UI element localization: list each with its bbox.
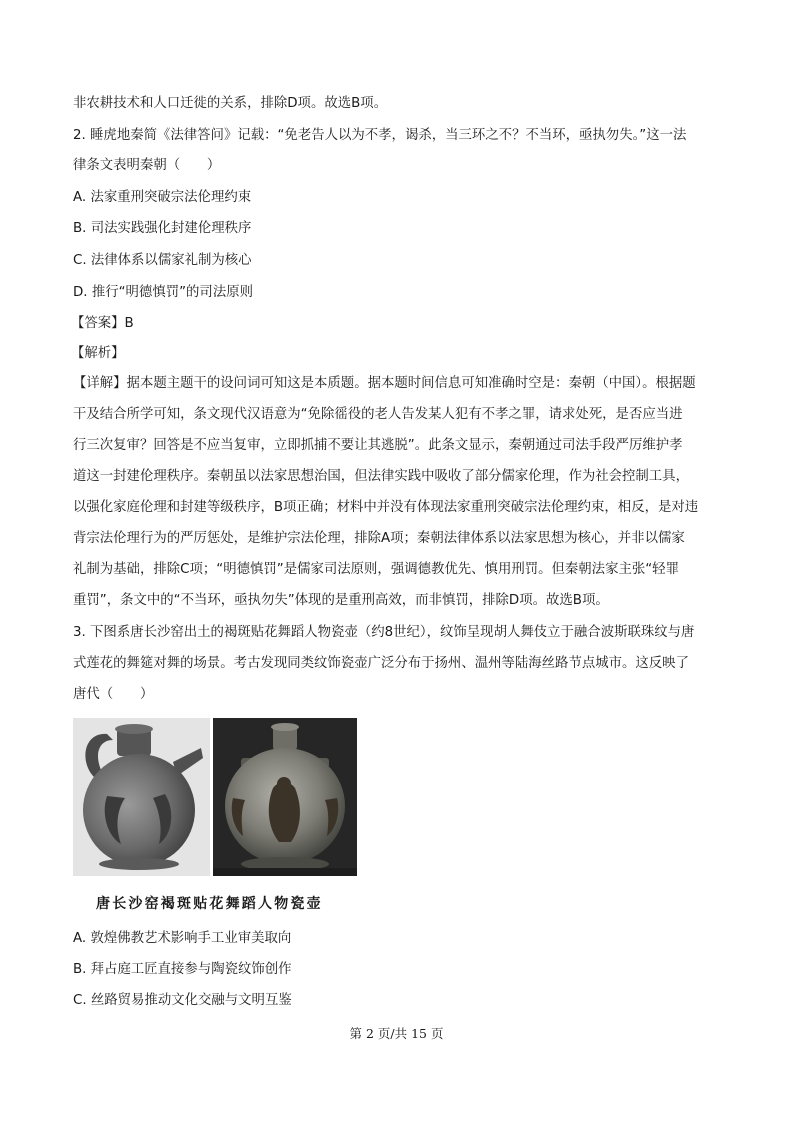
- q3-stem-line: 3. 下图系唐长沙窑出土的褐斑贴花舞蹈人物瓷壶（约8世纪），纹饰呈现胡人舞伎立于融合波斯联珠纹与唐: [73, 625, 695, 640]
- ewer-photo-left: [73, 718, 210, 876]
- q2-analysis-line: 背宗法伦理行为的严厉惩处，是维护宗法伦理，排除A项；秦朝法律体系以法家思想为核心，并非以儒家: [73, 531, 685, 546]
- q2-analysis-line: 以强化家庭伦理和封建等级秩序，B项正确；材料中并没有体现法家重刑突破宗法伦理约束，相反，是对违: [73, 500, 699, 515]
- q2-answer: 【答案】B: [71, 316, 134, 331]
- ewer-figure: [73, 718, 357, 876]
- q2-option-b: B. 司法实践强化封建伦理秩序: [73, 221, 252, 236]
- q2-stem-line1: 2. 睡虎地秦简《法律答问》记载：“免老告人以为不孝，谒杀，当三环之不？不当环，亟执勿失。”这一法: [73, 128, 687, 143]
- q3-option-a: A. 敦煌佛教艺术影响手工业审美取向: [73, 931, 292, 946]
- figure-caption: 唐长沙窑褐斑贴花舞蹈人物瓷壶: [96, 896, 323, 912]
- q2-analysis-line: 干及结合所学可知，条文现代汉语意为“免除徭役的老人告发某人犯有不孝之罪，请求处死，是否应当进: [73, 407, 683, 422]
- q2-stem-line2: 律条文表明秦朝（ ）: [73, 158, 221, 173]
- q2-analysis-line: 行三次复审？回答是不应当复审，立即抓捕不要让其逃脱”。此条文显示，秦朝通过司法手段严厉维护孝: [73, 438, 683, 453]
- q2-option-d: D. 推行“明德慎罚”的司法原则: [73, 285, 253, 300]
- q2-option-a: A. 法家重刑突破宗法伦理约束: [73, 190, 252, 205]
- q2-analysis-label: 【解析】: [71, 346, 125, 361]
- q2-analysis-line: 【详解】据本题主题干的设问词可知这是本质题。据本题时间信息可知准确时空是：秦朝（中国）。根据题: [73, 376, 696, 391]
- q2-analysis-line: 礼制为基础，排除C项；“明德慎罚”是儒家司法原则，强调德教优先、慎用刑罚。但秦朝法家主张“轻罪: [73, 562, 679, 577]
- q3-option-c: C. 丝路贸易推动文化交融与文明互鉴: [73, 993, 292, 1008]
- page-footer: 第 2 页/共 15 页: [349, 1026, 444, 1041]
- q3-stem-line: 唐代（ ）: [73, 687, 154, 702]
- continuation-text: 非农耕技术和人口迁徙的关系，排除D项。故选B项。: [73, 96, 388, 111]
- ewer-photo-right: [213, 718, 357, 876]
- q2-option-c: C. 法律体系以儒家礼制为核心: [73, 253, 252, 268]
- q3-option-b: B. 拜占庭工匠直接参与陶瓷纹饰创作: [73, 962, 292, 977]
- q3-stem-line: 式莲花的舞筵对舞的场景。考古发现同类纹饰瓷壶广泛分布于扬州、温州等陆海丝路节点城市。这反映了: [73, 656, 689, 671]
- q2-analysis-line: 道这一封建伦理秩序。秦朝虽以法家思想治国，但法律实践中吸收了部分儒家伦理，作为社会控制工具，: [73, 469, 689, 484]
- q2-analysis-line: 重罚”，条文中的“不当环，亟执勿失”体现的是重刑高效，而非慎罚，排除D项。故选B项。: [73, 593, 609, 608]
